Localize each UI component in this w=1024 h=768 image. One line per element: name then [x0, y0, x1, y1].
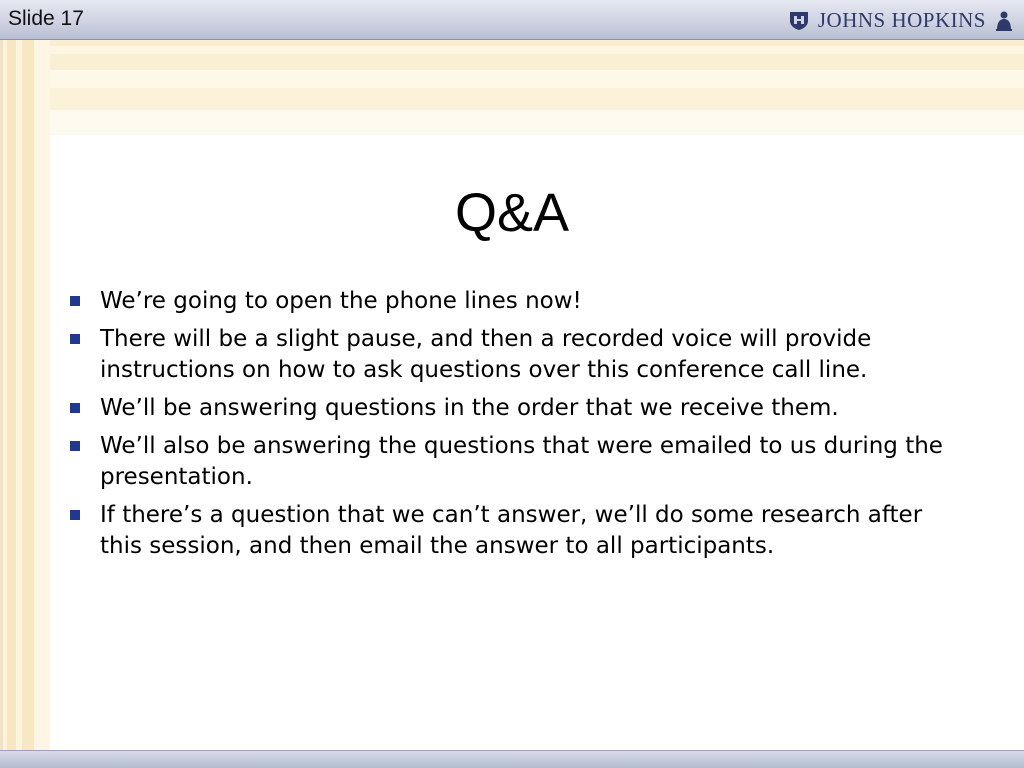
- footer-bar: [0, 750, 1024, 768]
- bullet-text: If there’s a question that we can’t answer, we’ll do some research after this session, and then email the answer to all participants.: [100, 502, 923, 559]
- bullet-text: We’ll be answering questions in the order that we receive them.: [100, 395, 839, 421]
- bust-icon: [994, 9, 1014, 31]
- square-bullet-icon: [70, 334, 80, 344]
- bullet-item: [68, 286, 968, 317]
- bullet-text: We’re going to open the phone lines now!: [100, 288, 582, 314]
- bullet-text: We’ll also be answering the questions that were emailed to us during the presentation.: [100, 433, 943, 490]
- square-bullet-icon: [70, 296, 80, 306]
- slide-number: Slide 17: [8, 7, 84, 30]
- left-decorative-stripes: [0, 40, 50, 750]
- logo-text: JOHNS HOPKINS: [817, 7, 986, 32]
- bullet-item: [68, 500, 968, 562]
- bullet-item: [68, 431, 968, 493]
- square-bullet-icon: [70, 510, 80, 520]
- bullet-item: [68, 324, 968, 386]
- shield-icon: [788, 9, 810, 31]
- header-bar: [0, 0, 1024, 40]
- square-bullet-icon: [70, 403, 80, 413]
- bullet-text: There will be a slight pause, and then a recorded voice will provide instructions on how to ask questions over this conference call line.: [100, 326, 872, 383]
- top-decorative-band: [50, 40, 1024, 135]
- bullet-list: [68, 286, 968, 569]
- slide-title: Q&A: [454, 183, 570, 243]
- square-bullet-icon: [70, 441, 80, 451]
- johns-hopkins-logo: [788, 6, 1014, 34]
- bullet-item: [68, 393, 968, 424]
